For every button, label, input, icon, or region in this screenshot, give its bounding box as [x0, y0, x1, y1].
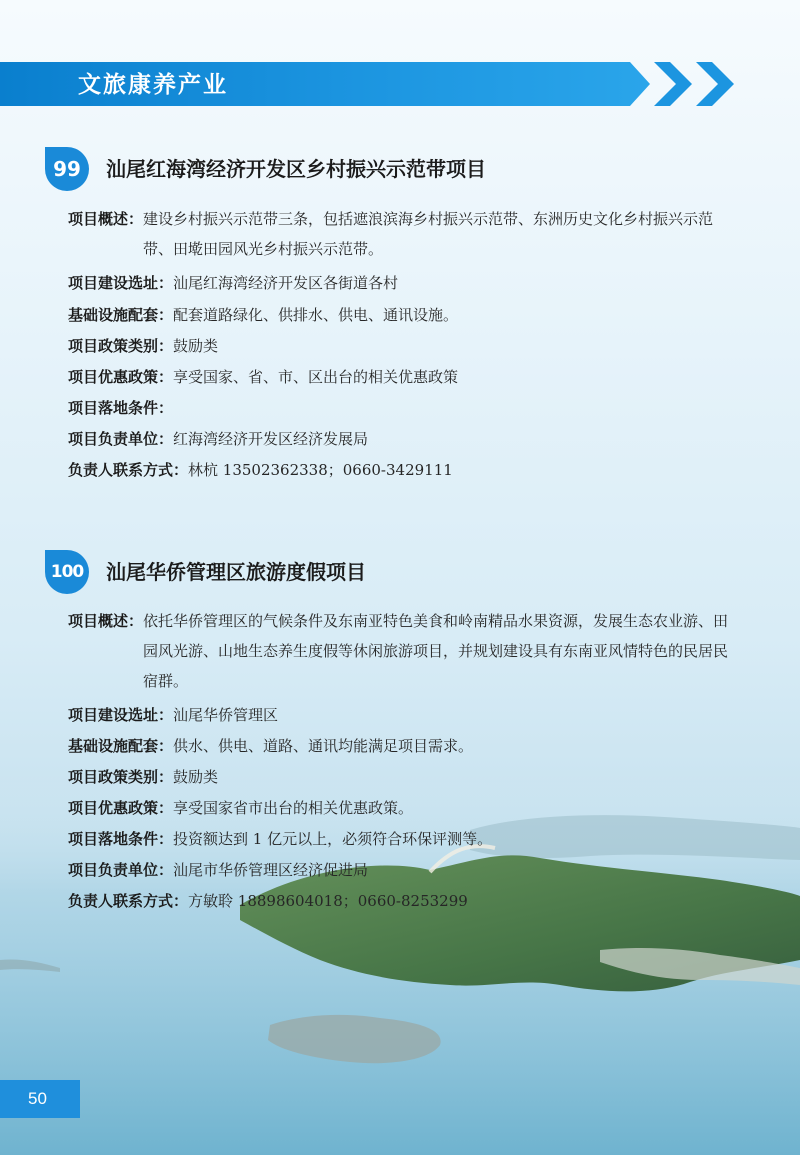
field-policy-type	[68, 331, 738, 361]
field-contact	[68, 455, 738, 485]
field-label: 基础设施配套：	[68, 737, 174, 755]
project-title: 汕尾华侨管理区旅游度假项目	[106, 560, 366, 584]
field-infrastructure	[68, 300, 738, 330]
field-responsible-unit	[68, 855, 738, 885]
field-label: 项目政策类别：	[68, 768, 174, 786]
field-label: 项目落地条件：	[68, 399, 174, 417]
field-value: 投资额达到 1 亿元以上，必须符合环保评测等。	[173, 830, 493, 848]
field-label: 基础设施配套：	[68, 306, 174, 324]
field-label: 项目概述：	[68, 210, 144, 228]
field-benefit-policy	[68, 362, 738, 392]
field-overview	[68, 204, 738, 264]
field-value: 红海湾经济开发区经济发展局	[173, 430, 369, 448]
field-value: 供水、供电、道路、通讯均能满足项目需求。	[173, 737, 474, 755]
field-site	[68, 700, 738, 730]
field-value: 鼓励类	[173, 337, 219, 355]
field-overview	[68, 606, 738, 696]
field-value: 汕尾红海湾经济开发区各街道各村	[173, 274, 399, 292]
field-site	[68, 268, 738, 298]
field-infrastructure	[68, 731, 738, 761]
field-value: 鼓励类	[173, 768, 219, 786]
field-value: 享受国家省市出台的相关优惠政策。	[173, 799, 414, 817]
field-value: 方敏聆 18898604018；0660-8253299	[188, 892, 468, 910]
field-label: 项目政策类别：	[68, 337, 174, 355]
field-label: 负责人联系方式：	[68, 892, 189, 910]
field-value: 林杭 13502362338；0660-3429111	[188, 461, 453, 479]
field-label: 项目落地条件：	[68, 830, 174, 848]
page-number: 50	[28, 1089, 47, 1108]
field-value: 建设乡村振兴示范带三条，包括遮浪滨海乡村振兴示范带、东洲历史文化乡村振兴示范带、田墘田园风光乡村振兴示范带。	[143, 210, 714, 258]
field-label: 项目负责单位：	[68, 430, 174, 448]
chevron-right-icons	[648, 62, 743, 106]
field-value: 汕尾市华侨管理区经济促进局	[173, 861, 369, 879]
field-label: 项目负责单位：	[68, 861, 174, 879]
field-label: 项目优惠政策：	[68, 799, 174, 817]
field-value: 配套道路绿化、供排水、供电、通讯设施。	[173, 306, 459, 324]
project-number: 99	[53, 157, 81, 181]
field-value: 依托华侨管理区的气候条件及东南亚特色美食和岭南精品水果资源，发展生态农业游、田园风光游、山地生态养生度假等休闲旅游项目，并规划建设具有东南亚风情特色的民居民宿群。	[143, 612, 729, 690]
section-title: 文旅康养产业	[78, 72, 228, 98]
field-landing-condition	[68, 393, 738, 423]
field-benefit-policy	[68, 793, 738, 823]
field-responsible-unit	[68, 424, 738, 454]
field-label: 负责人联系方式：	[68, 461, 189, 479]
field-contact	[68, 886, 738, 916]
field-value: 享受国家、省、市、区出台的相关优惠政策	[173, 368, 459, 386]
field-label: 项目建设选址：	[68, 706, 174, 724]
field-label: 项目建设选址：	[68, 274, 174, 292]
project-number: 100	[50, 562, 84, 582]
field-label: 项目优惠政策：	[68, 368, 174, 386]
project-title: 汕尾红海湾经济开发区乡村振兴示范带项目	[106, 157, 486, 181]
project-number-badge	[44, 549, 90, 595]
field-label: 项目概述：	[68, 612, 144, 630]
field-landing-condition	[68, 824, 738, 854]
field-value: 汕尾华侨管理区	[173, 706, 279, 724]
project-number-badge	[44, 146, 90, 192]
field-policy-type	[68, 762, 738, 792]
